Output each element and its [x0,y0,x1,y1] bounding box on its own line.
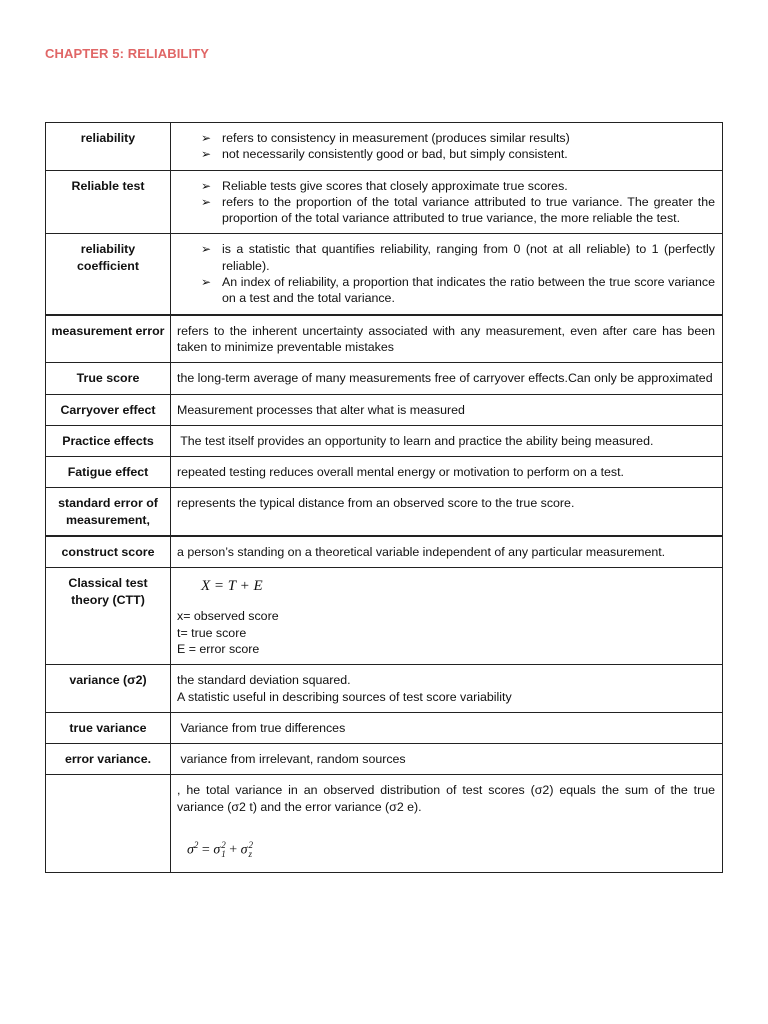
formula-plus: + [229,842,238,858]
term-cell: True score [46,363,171,394]
definition-line: E = error score [177,641,260,656]
term-cell: construct score [46,536,171,568]
table-row [46,488,723,536]
definition-cell [171,234,723,315]
formula-symbol: σ [213,842,221,858]
definition-cell [171,665,723,713]
definition-cell: Variance from true differences [171,712,723,743]
formula-superscript: 2 [248,840,254,851]
table-row [46,170,723,234]
table-row [46,234,723,315]
bullet-list [177,130,715,163]
definition-cell: the long-term average of many measurements free of carryover effects.Can only be approximated [171,363,723,394]
term-cell: Reliable test [46,170,171,234]
term-cell: measurement error [46,315,171,363]
table-row [46,123,723,171]
term-cell: variance (σ2) [46,665,171,713]
term-cell: Practice effects [46,425,171,456]
formula-subscript: 1 [221,849,226,860]
definition-cell: refers to the inherent uncertainty associated with any measurement, even after care has been taken to minimize preventable mistakes [171,315,723,363]
chapter-title: CHAPTER 5: RELIABILITY [45,46,209,61]
bullet-item: ➢ not necessarily consistently good or bad, but simply consistent. [201,146,715,162]
formula-symbol: σ [240,842,248,858]
ctt-formula: X = T + E [201,578,263,595]
term-cell: Classical test theory (CTT) [46,568,171,665]
definition-cell: represents the typical distance from an observed score to the true score. [171,488,723,536]
definition-line: A statistic useful in describing sources of test score variability [177,689,512,704]
bullet-item: ➢ refers to the proportion of the total variance attributed to true variance. The greater the proportion of the total variance attributed to true variance, the more reliable the test. [201,194,715,227]
formula-symbol: σ [187,842,194,858]
definition-line: x= observed score [177,609,279,624]
definition-cell: a person’s standing on a theoretical variable independent of any particular measurement. [171,536,723,568]
table-row [46,775,723,873]
term-cell: true variance [46,712,171,743]
definition-text: , he total variance in an observed distribution of test scores (σ2) equals the sum of the true variance (σ2 t) and the error variance (σ2 e). [177,783,715,814]
table-row [46,744,723,775]
definition-line: t= true score [177,625,247,640]
bullet-list [177,241,715,306]
table-row [46,315,723,363]
formula-superscript: 2 [221,840,226,851]
definition-cell: repeated testing reduces overall mental energy or motivation to perform on a test. [171,457,723,488]
definition-cell [171,123,723,171]
bullet-item: ➢ An index of reliability, a proportion that indicates the ratio between the true score variance on a test and the total variance. [201,274,715,307]
formula-subscript: z [248,849,253,860]
definition-cell [171,775,723,873]
definition-cell [171,568,723,665]
table-row [46,536,723,568]
term-cell: Carryover effect [46,394,171,425]
term-cell: Fatigue effect [46,457,171,488]
term-cell: reliability [46,123,171,171]
table-row [46,665,723,713]
bullet-item: ➢ refers to consistency in measurement (produces similar results) [201,130,715,146]
table-row [46,394,723,425]
formula-equals: = [201,842,210,858]
table-row [46,425,723,456]
definition-line: the standard deviation squared. [177,673,351,688]
variance-formula [177,815,715,865]
bullet-item: ➢ Reliable tests give scores that closely approximate true scores. [201,178,715,194]
bullet-item: ➢ is a statistic that quantifies reliability, ranging from 0 (not at all reliable) to 1 (perfectly reliable). [201,241,715,274]
definition-cell: Measurement processes that alter what is measured [171,394,723,425]
term-cell: standard error of measurement, [46,488,171,536]
table-row [46,363,723,394]
table-row [46,457,723,488]
term-cell: error variance. [46,744,171,775]
bullet-list [177,178,715,227]
term-cell: reliability coefficient [46,234,171,315]
table-row [46,712,723,743]
definition-cell: variance from irrelevant, random sources [171,744,723,775]
definition-cell [171,170,723,234]
term-cell [46,775,171,873]
formula-superscript: 2 [193,840,199,851]
table-row [46,568,723,665]
definition-cell: The test itself provides an opportunity to learn and practice the ability being measured. [171,425,723,456]
glossary-table [45,122,723,873]
